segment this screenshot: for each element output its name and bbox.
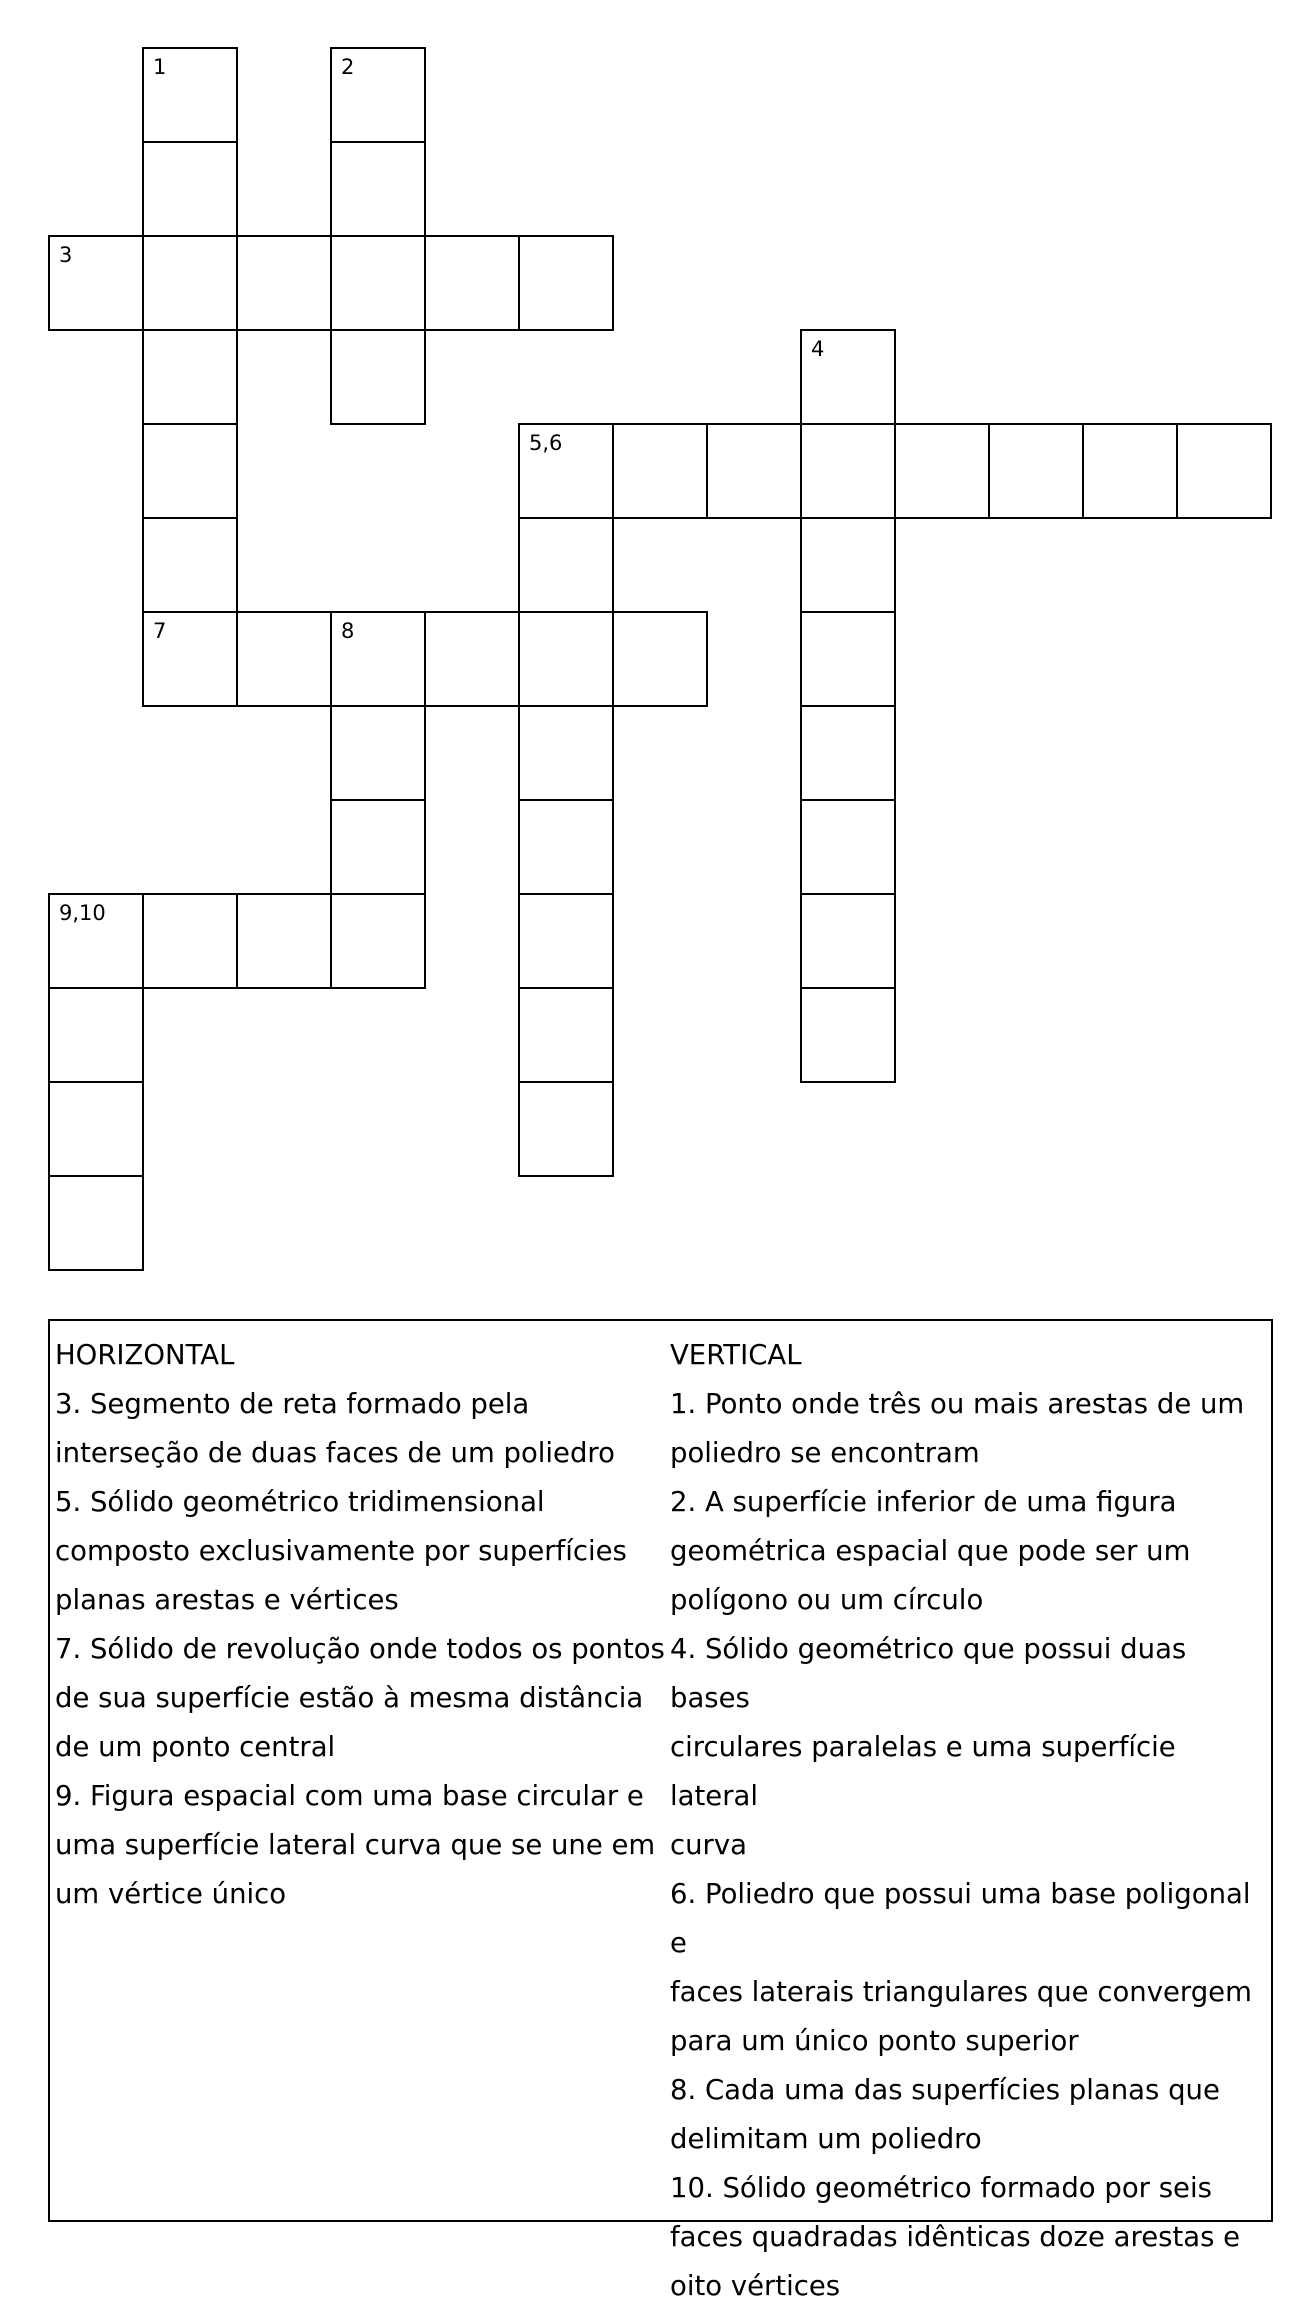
letter-input[interactable]: [802, 895, 894, 987]
letter-input[interactable]: [50, 1177, 142, 1269]
letter-input[interactable]: [144, 895, 236, 987]
crossword-cell[interactable]: [48, 987, 144, 1083]
crossword-cell[interactable]: [800, 799, 896, 895]
crossword-cell[interactable]: [800, 705, 896, 801]
crossword-cell[interactable]: [800, 987, 896, 1083]
crossword-cell[interactable]: [142, 423, 238, 519]
crossword-cell[interactable]: [330, 141, 426, 237]
clue-line: circulares paralelas e uma superfície lateral: [670, 1731, 1176, 1812]
crossword-cell-7[interactable]: [142, 611, 238, 707]
letter-input[interactable]: [520, 613, 612, 705]
crossword-cell[interactable]: [518, 611, 614, 707]
crossword-cell[interactable]: [142, 517, 238, 613]
letter-input[interactable]: [50, 1083, 142, 1175]
letter-input[interactable]: [614, 425, 706, 517]
crossword-cell[interactable]: [612, 611, 708, 707]
clue-line: faces quadradas idênticas doze arestas e: [670, 2221, 1241, 2253]
crossword-cell-8[interactable]: [330, 611, 426, 707]
letter-input[interactable]: [332, 237, 424, 329]
letter-input[interactable]: [50, 237, 142, 329]
letter-input[interactable]: [520, 895, 612, 987]
letter-input[interactable]: [802, 613, 894, 705]
letter-input[interactable]: [144, 331, 236, 423]
crossword-cell[interactable]: [800, 611, 896, 707]
crossword-cell[interactable]: [1176, 423, 1272, 519]
clue-number: 3: [59, 243, 73, 267]
crossword-cell[interactable]: [48, 1175, 144, 1271]
letter-input[interactable]: [520, 707, 612, 799]
crossword-cell[interactable]: [518, 517, 614, 613]
crossword-cell[interactable]: [142, 329, 238, 425]
letter-input[interactable]: [50, 895, 142, 987]
crossword-cell[interactable]: [800, 517, 896, 613]
letter-input[interactable]: [802, 801, 894, 893]
letter-input[interactable]: [990, 425, 1082, 517]
letter-input[interactable]: [144, 425, 236, 517]
letter-input[interactable]: [802, 707, 894, 799]
clue-line: de um ponto central: [55, 1731, 336, 1763]
clue-number: 4: [811, 337, 825, 361]
crossword-cell[interactable]: [1082, 423, 1178, 519]
crossword-cell[interactable]: [894, 423, 990, 519]
crossword-cell[interactable]: [330, 329, 426, 425]
crossword-cell[interactable]: [236, 235, 332, 331]
crossword-cell[interactable]: [518, 987, 614, 1083]
clue-line: de sua superfície estão à mesma distância: [55, 1682, 644, 1714]
crossword-cell[interactable]: [236, 611, 332, 707]
crossword-cell[interactable]: [330, 893, 426, 989]
letter-input[interactable]: [426, 613, 518, 705]
clue-line: 3. Segmento de reta formado pela: [55, 1388, 530, 1420]
letter-input[interactable]: [896, 425, 988, 517]
letter-input[interactable]: [332, 613, 424, 705]
clue-line: delimitam um poliedro: [670, 2123, 982, 2155]
clue-line: 5. Sólido geométrico tridimensional: [55, 1486, 545, 1518]
letter-input[interactable]: [520, 425, 612, 517]
crossword-cell-9-10[interactable]: [48, 893, 144, 989]
letter-input[interactable]: [708, 425, 800, 517]
letter-input[interactable]: [520, 1083, 612, 1175]
clue-line: poliedro se encontram: [670, 1437, 980, 1469]
clue-line: 1. Ponto onde três ou mais arestas de um: [670, 1388, 1245, 1420]
clue-line: 6. Poliedro que possui uma base poligonal e: [670, 1878, 1251, 1959]
crossword-cell-2[interactable]: [330, 47, 426, 143]
clue-line: para um único ponto superior: [670, 2025, 1079, 2057]
clue-line: geométrica espacial que pode ser um: [670, 1535, 1191, 1567]
crossword-cell[interactable]: [424, 235, 520, 331]
crossword-cell[interactable]: [236, 893, 332, 989]
crossword-cell[interactable]: [518, 799, 614, 895]
clue-line: 4. Sólido geométrico que possui duas bases: [670, 1633, 1187, 1714]
crossword-cell[interactable]: [330, 799, 426, 895]
letter-input[interactable]: [144, 613, 236, 705]
crossword-cell[interactable]: [706, 423, 802, 519]
crossword-cell[interactable]: [142, 141, 238, 237]
clue-line: uma superfície lateral curva que se une em: [55, 1829, 656, 1861]
crossword-cell[interactable]: [800, 423, 896, 519]
clue-line: 9. Figura espacial com uma base circular e: [55, 1780, 644, 1812]
letter-input[interactable]: [520, 237, 612, 329]
clue-number: 7: [153, 619, 167, 643]
letter-input[interactable]: [1084, 425, 1176, 517]
crossword-cell[interactable]: [988, 423, 1084, 519]
letter-input[interactable]: [520, 801, 612, 893]
clue-number: 9,10: [59, 901, 106, 925]
crossword-cell-1[interactable]: [142, 47, 238, 143]
clue-line: 8. Cada uma das superfícies planas que: [670, 2074, 1220, 2106]
crossword-cell[interactable]: [48, 1081, 144, 1177]
letter-input[interactable]: [1178, 425, 1270, 517]
letter-input[interactable]: [144, 143, 236, 235]
crossword-cell[interactable]: [800, 893, 896, 989]
letter-input[interactable]: [802, 331, 894, 423]
clue-number: 2: [341, 55, 355, 79]
letter-input[interactable]: [144, 519, 236, 611]
clue-line: 2. A superfície inferior de uma figura: [670, 1486, 1177, 1518]
clue-line: curva: [670, 1829, 747, 1861]
crossword-cell[interactable]: [330, 235, 426, 331]
crossword-cell[interactable]: [518, 235, 614, 331]
clue-line: interseção de duas faces de um poliedro: [55, 1437, 615, 1469]
letter-input[interactable]: [802, 425, 894, 517]
letter-input[interactable]: [332, 707, 424, 799]
letter-input[interactable]: [802, 519, 894, 611]
crossword-cell-3[interactable]: [48, 235, 144, 331]
clue-line: composto exclusivamente por superfícies: [55, 1535, 627, 1567]
clue-line: faces laterais triangulares que convergem: [670, 1976, 1252, 2008]
clues-box: [48, 1319, 1273, 2302]
horizontal-heading: HORIZONTAL: [55, 1339, 235, 1371]
clue-line: um vértice único: [55, 1878, 287, 1910]
crossword-cell[interactable]: [142, 235, 238, 331]
letter-input[interactable]: [520, 519, 612, 611]
letter-input[interactable]: [144, 237, 236, 329]
letter-input[interactable]: [144, 49, 236, 141]
letter-input[interactable]: [802, 989, 894, 1081]
letter-input[interactable]: [50, 989, 142, 1081]
clue-line: 7. Sólido de revolução onde todos os pontos: [55, 1633, 665, 1665]
vertical-clues: [670, 1331, 1270, 2311]
letter-input[interactable]: [238, 895, 330, 987]
crossword-cell[interactable]: [518, 893, 614, 989]
letter-input[interactable]: [332, 49, 424, 141]
vertical-heading: VERTICAL: [670, 1339, 802, 1371]
letter-input[interactable]: [332, 801, 424, 893]
crossword-cell[interactable]: [518, 1081, 614, 1177]
crossword-cell[interactable]: [330, 705, 426, 801]
clue-line: polígono ou um círculo: [670, 1584, 984, 1616]
crossword-cell[interactable]: [142, 893, 238, 989]
letter-input[interactable]: [238, 613, 330, 705]
letter-input[interactable]: [520, 989, 612, 1081]
crossword-cell[interactable]: [612, 423, 708, 519]
crossword-cell[interactable]: [518, 705, 614, 801]
letter-input[interactable]: [332, 143, 424, 235]
clue-number: 1: [153, 55, 167, 79]
letter-input[interactable]: [332, 331, 424, 423]
letter-input[interactable]: [332, 895, 424, 987]
crossword-cell[interactable]: [424, 611, 520, 707]
clue-number: 8: [341, 619, 355, 643]
clue-line: 10. Sólido geométrico formado por seis: [670, 2172, 1212, 2204]
letter-input[interactable]: [238, 237, 330, 329]
horizontal-clues: [55, 1331, 665, 1919]
clue-number: 5,6: [529, 431, 563, 455]
letter-input[interactable]: [614, 613, 706, 705]
crossword-cell-5-6[interactable]: [518, 423, 614, 519]
clue-line: oito vértices: [670, 2270, 841, 2302]
letter-input[interactable]: [426, 237, 518, 329]
clue-line: planas arestas e vértices: [55, 1584, 399, 1616]
crossword-cell-4[interactable]: [800, 329, 896, 425]
